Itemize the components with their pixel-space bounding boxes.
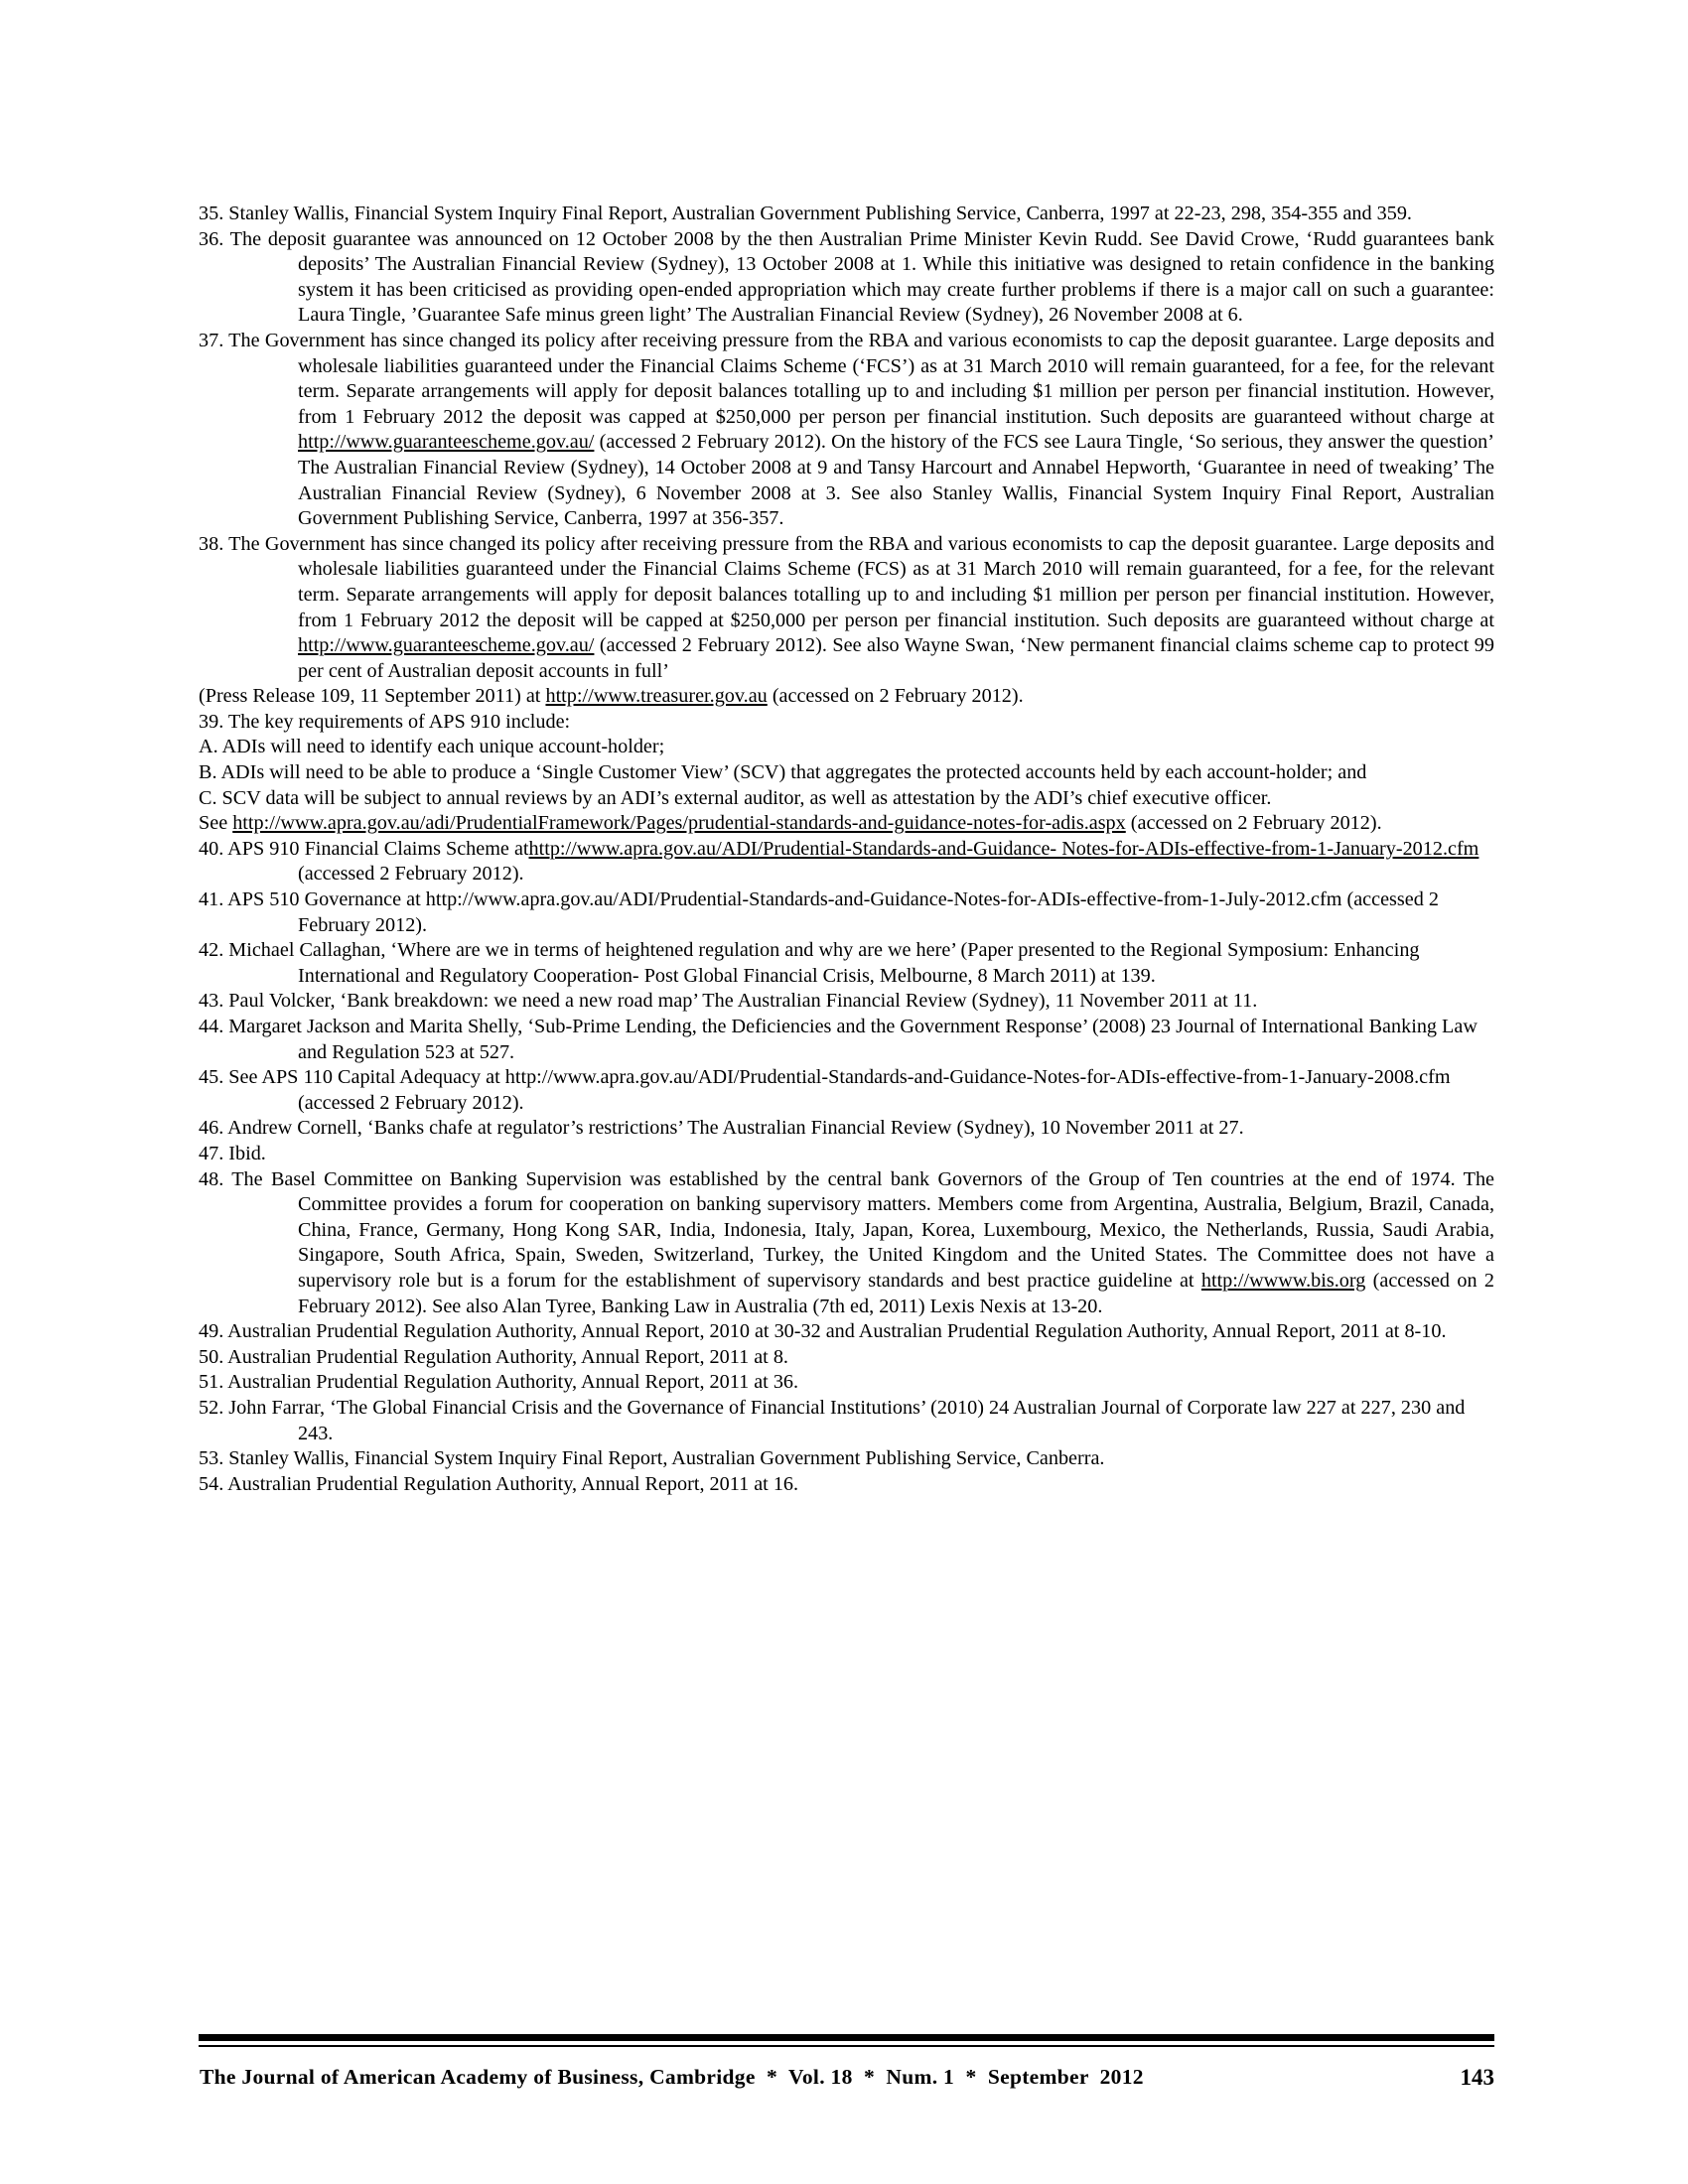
note-39-item-c [199, 786, 1494, 812]
footer-journal-title: The Journal of American Academy of Business, Cambridge * Vol. 18 * Num. 1 * September 2012 [200, 2065, 1144, 2089]
note-51 [199, 1370, 1494, 1396]
note-text: 35. Stanley Wallis, Financial System Inquiry Final Report, Australian Government Publishing Service, Canberra, 1997 at 22-23, 298, 354-355 and 359. [199, 203, 1412, 224]
note-text: 53. Stanley Wallis, Financial System Inquiry Final Report, Australian Government Publishing Service, Canberra. [199, 1447, 1105, 1470]
endnotes [199, 202, 1494, 1497]
treasurer-link[interactable]: http://www.treasurer.gov.au [545, 685, 768, 708]
guaranteescheme-link[interactable]: http://www.guaranteescheme.gov.au/ [298, 634, 595, 657]
note-52 [199, 1396, 1494, 1446]
note-text: 40. APS 910 Financial Claims Scheme at [199, 837, 529, 860]
note-text: (accessed 2 February 2012). See also Wayne Swan, ‘New permanent financial claims scheme cap to protect 99 per cent of Australian deposit accounts in full’ [298, 634, 1494, 682]
note-39-item-a [199, 735, 1494, 760]
note-text: (accessed on 2 February 2012). [1125, 812, 1382, 835]
note-39-see [199, 811, 1494, 837]
note-48 [199, 1167, 1494, 1320]
note-text: 43. Paul Volcker, ‘Bank breakdown: we need a new road map’ The Australian Financial Review (Sydney), 11 November 2011 at 11. [199, 990, 1258, 1013]
note-text: 39. The key requirements of APS 910 include: [199, 710, 571, 733]
guaranteescheme-link[interactable]: http://www.guaranteescheme.gov.au/ [298, 431, 595, 454]
note-text: (accessed on 2 February 2012). See also Alan Tyree, Banking Law in Australia (7th ed, 2011) Lexis Nexis at 13-20. [298, 1269, 1494, 1317]
note-text: 41. APS 510 Governance at http://www.apra.gov.au/ADI/Prudential-Standards-and-Guidance-Notes-for-ADIs-effective-from-1-July-2012.cfm (accessed 2 February 2012). [199, 888, 1439, 936]
note-38-press-release [199, 684, 1494, 710]
note-40 [199, 837, 1494, 887]
note-text: 47. Ibid. [199, 1142, 266, 1164]
note-text: 42. Michael Callaghan, ‘Where are we in terms of heightened regulation and why are we here’ (Paper presented to the Regional Symposium: Enhancing International and Regulatory Cooperation- Post Global Financial Crisis, Melbourne, 8 March 2011) at 139. [199, 939, 1420, 987]
note-text: C. SCV data will be subject to annual reviews by an ADI’s external auditor, as well as attestation by the ADI’s chief executive officer. [199, 786, 1272, 809]
footer-rule-thin [199, 2045, 1494, 2047]
note-text: 54. Australian Prudential Regulation Authority, Annual Report, 2011 at 16. [199, 1472, 799, 1495]
note-text: 48. The Basel Committee on Banking Supervision was established by the central bank Governors of the Group of Ten countries at the end of 1974. The Committee provides a forum for cooperation on banking supervisory matters. Members come from Argentina, Australia, Belgium, Brazil, Canada, China, France, Germany, Hong Kong SAR, India, Indonesia, Italy, Japan, Korea, Luxembourg, Mexico, the Netherlands, Russia, Saudi Arabia, Singapore, South Africa, Spain, Sweden, Switzerland, Turkey, the United Kingdom and the United States. The Committee does not have a supervisory role but is a forum for the establishment of supervisory standards and best practice guideline at [199, 1167, 1494, 1292]
note-text: 45. See APS 110 Capital Adequacy at http://www.apra.gov.au/ADI/Prudential-Standards-and-Guidance-Notes-for-ADIs-effective-from-1-January-2008.cfm (accessed 2 February 2012). [199, 1066, 1451, 1114]
note-49 [199, 1319, 1494, 1345]
apra-aps910-link[interactable]: http://www.apra.gov.au/ADI/Prudential-Standards-and-Guidance- Notes-for-ADIs-effective-from-1-January-2012.cfm [528, 837, 1479, 860]
note-text: 37. The Government has since changed its policy after receiving pressure from the RBA and various economists to cap the deposit guarantee. Large deposits and wholesale liabilities guaranteed under the Financial Claims Scheme (‘FCS’) as at 31 March 2010 will remain guaranteed, for a fee, for the relevant term. Separate arrangements will apply for deposit balances totalling up to and including $1 million per person per financial institution. However, from 1 February 2012 the deposit was capped at $250,000 per person per financial institution. Such deposits are guaranteed without charge at [199, 329, 1494, 428]
note-text: 46. Andrew Cornell, ‘Banks chafe at regulator’s restrictions’ The Australian Financial Review (Sydney), 10 November 2011 at 27. [199, 1117, 1244, 1140]
note-text: 52. John Farrar, ‘The Global Financial Crisis and the Governance of Financial Institutions’ (2010) 24 Australian Journal of Corporate law 227 at 227, 230 and 243. [199, 1396, 1466, 1444]
note-text: See [199, 812, 233, 835]
note-50 [199, 1345, 1494, 1371]
note-37 [199, 329, 1494, 532]
note-text: 50. Australian Prudential Regulation Authority, Annual Report, 2011 at 8. [199, 1345, 788, 1368]
note-text: 44. Margaret Jackson and Marita Shelly, ‘Sub-Prime Lending, the Deficiencies and the Government Response’ (2008) 23 Journal of International Banking Law and Regulation 523 at 527. [199, 1016, 1477, 1063]
note-text: 51. Australian Prudential Regulation Authority, Annual Report, 2011 at 36. [199, 1371, 799, 1394]
note-text: B. ADIs will need to be able to produce a ‘Single Customer View’ (SCV) that aggregates the protected accounts held by each account-holder; and [199, 761, 1367, 784]
footer-rule-thick [199, 2034, 1494, 2041]
note-39 [199, 710, 1494, 736]
note-46 [199, 1116, 1494, 1142]
note-53 [199, 1446, 1494, 1472]
note-text: A. ADIs will need to identify each unique account-holder; [199, 736, 665, 758]
note-text: (Press Release 109, 11 September 2011) at [199, 685, 546, 708]
note-42 [199, 938, 1494, 989]
note-text: 49. Australian Prudential Regulation Authority, Annual Report, 2010 at 30-32 and Australian Prudential Regulation Authority, Annual Report, 2011 at 8-10. [199, 1320, 1447, 1343]
apra-prudential-link[interactable]: http://www.apra.gov.au/adi/PrudentialFramework/Pages/prudential-standards-and-guidance-notes-for-adis.aspx [232, 812, 1126, 835]
note-text: 38. The Government has since changed its policy after receiving pressure from the RBA and various economists to cap the deposit guarantee. Large deposits and wholesale liabilities guaranteed under the Financial Claims Scheme (FCS) as at 31 March 2010 will remain guaranteed, for a fee, for the relevant term. Separate arrangements will apply for deposit balances totalling up to and including $1 million per person per financial institution. However, from 1 February 2012 the deposit will be capped at $250,000 per person per financial institution. Such deposits are guaranteed without charge at [199, 532, 1494, 631]
page-number: 143 [1460, 2065, 1494, 2090]
note-41 [199, 887, 1494, 938]
note-44 [199, 1015, 1494, 1065]
note-38 [199, 532, 1494, 685]
bis-link[interactable]: http://wwww.bis.org [1200, 1269, 1366, 1292]
note-54 [199, 1472, 1494, 1498]
note-text: (accessed on 2 February 2012). [767, 685, 1024, 708]
note-47 [199, 1142, 1494, 1167]
note-text: (accessed 2 February 2012). On the history of the FCS see Laura Tingle, ‘So serious, they answer the question’ The Australian Financial Review (Sydney), 14 October 2008 at 9 and Tansy Harcourt and Annabel Hepworth, ‘Guarantee in need of tweaking’ The Australian Financial Review (Sydney), 6 November 2008 at 3. See also Stanley Wallis, Financial System Inquiry Final Report, Australian Government Publishing Service, Canberra, 1997 at 356-357. [298, 431, 1494, 530]
note-text: (accessed 2 February 2012). [298, 863, 524, 886]
note-35 [199, 202, 1494, 227]
note-39-item-b [199, 760, 1494, 786]
note-36 [199, 227, 1494, 329]
note-45 [199, 1065, 1494, 1116]
note-43 [199, 989, 1494, 1015]
note-text: 36. The deposit guarantee was announced on 12 October 2008 by the then Australian Prime Minister Kevin Rudd. See David Crowe, ‘Rudd guarantees bank deposits’ The Australian Financial Review (Sydney), 13 October 2008 at 1. While this initiative was designed to retain confidence in the banking system it has been criticised as providing open-ended appropriation which may create further problems if there is a major call on such a guarantee: Laura Tingle, ’Guarantee Safe minus green light’ The Australian Financial Review (Sydney), 26 November 2008 at 6. [199, 227, 1494, 327]
